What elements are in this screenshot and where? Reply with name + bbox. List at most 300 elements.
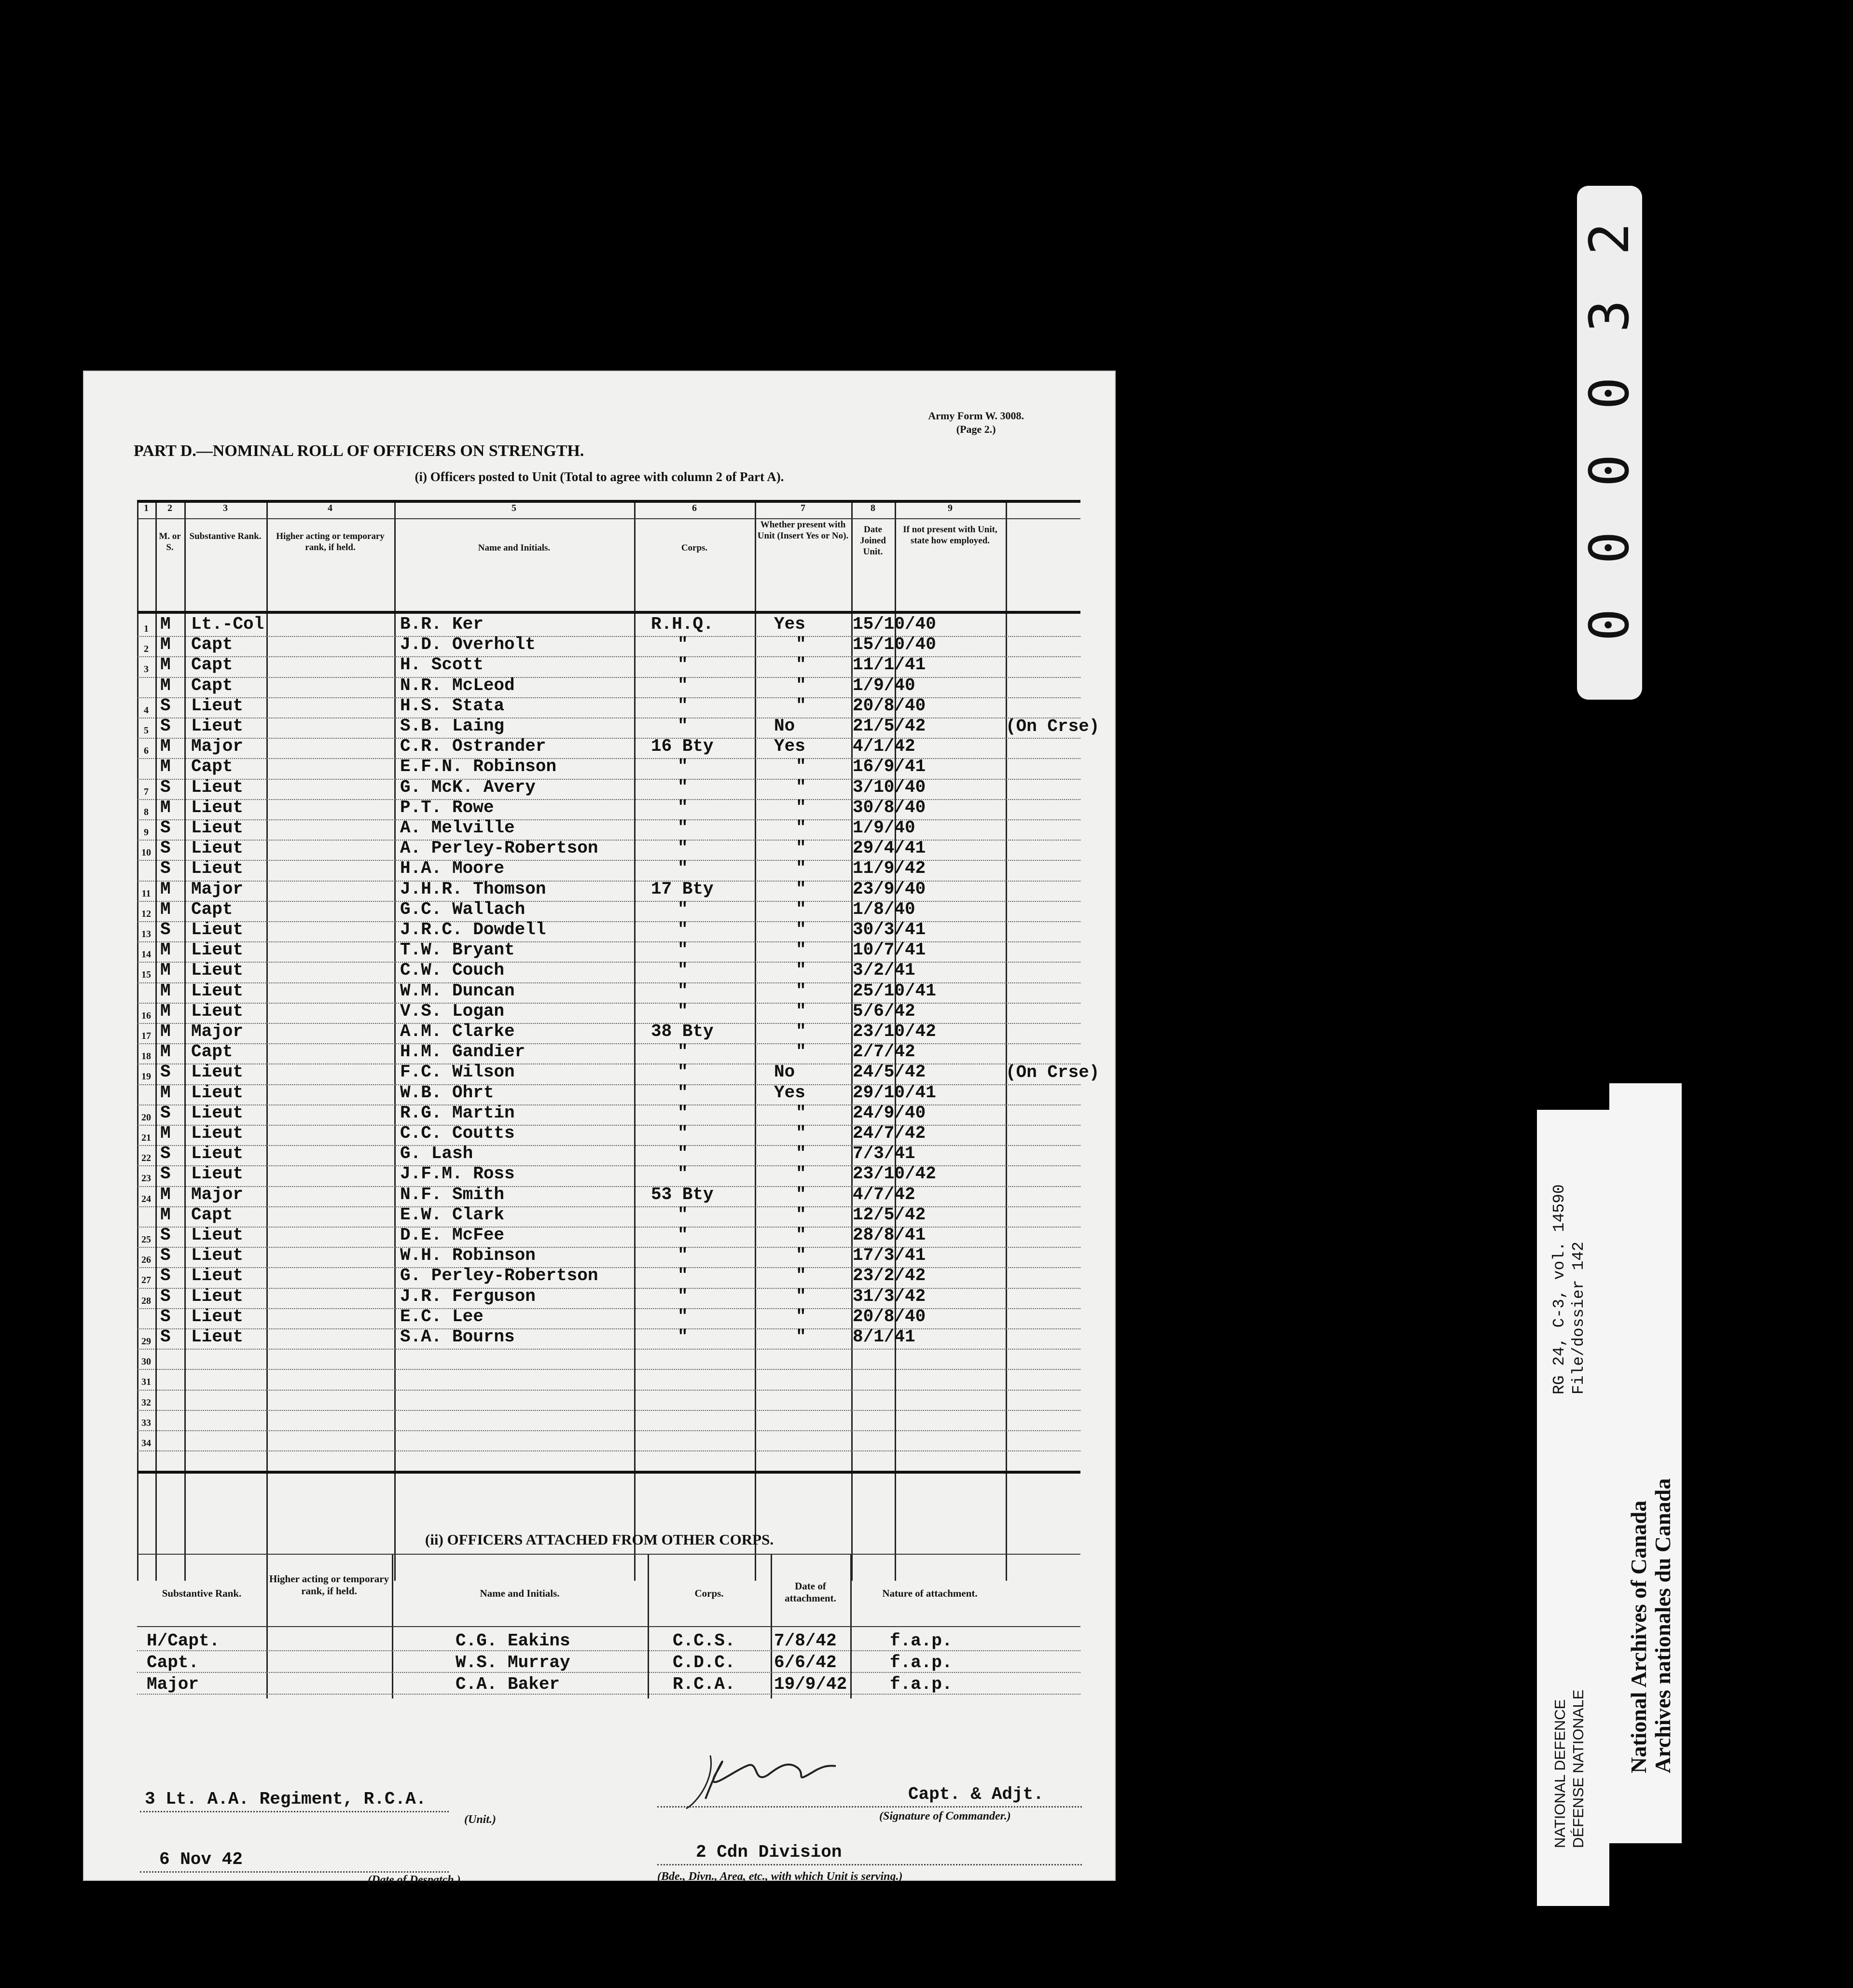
row-number: 6: [144, 746, 149, 757]
section-ii-title: (ii) OFFICERS ATTACHED FROM OTHER CORPS.: [425, 1531, 774, 1548]
name-cell: N.R. McLeod: [400, 675, 515, 695]
rank-cell: Lieut: [191, 960, 244, 980]
rank-cell: Major: [191, 1022, 244, 1041]
corps-cell: ": [678, 838, 688, 858]
rank-cell: Major: [191, 736, 244, 757]
name-cell: S.A. Bourns: [400, 1327, 515, 1347]
name-cell: N.F. Smith: [400, 1184, 505, 1204]
present-cell: Yes: [774, 1082, 805, 1103]
document-sheet: [83, 371, 1116, 1886]
corps-cell: ": [678, 777, 688, 797]
name-cell: C.G. Eakins: [456, 1631, 570, 1651]
name-cell: B.R. Ker: [400, 614, 484, 634]
row-number: 3: [144, 664, 149, 675]
row-rule: [137, 1308, 1080, 1309]
rank-cell: Major: [147, 1674, 199, 1694]
present-cell: ": [796, 960, 806, 980]
nature-cell: f.a.p.: [890, 1653, 953, 1672]
section-i-title: (i) Officers posted to Unit (Total to agree with column 2 of Part A).: [415, 469, 784, 484]
row-number: 4: [144, 704, 149, 716]
corps-cell: ": [678, 1123, 688, 1143]
date-joined-cell: 20/8/40: [853, 1306, 926, 1326]
rank-cell: Lieut: [191, 1001, 244, 1021]
rank-cell: Lieut: [191, 838, 244, 858]
rank-cell: Lieut: [191, 1266, 244, 1286]
present-cell: ": [796, 980, 806, 1001]
corps-cell: 53 Bty: [651, 1184, 714, 1204]
archives-name-fr: Archives nationales du Canada: [1650, 1478, 1675, 1773]
date-joined-cell: 23/9/40: [853, 879, 926, 899]
date-joined-cell: 21/5/42: [853, 716, 926, 736]
row-rule: [137, 819, 1080, 820]
rank-cell: H/Capt.: [147, 1631, 220, 1651]
row-number: 26: [141, 1255, 151, 1266]
corps-cell: ": [678, 1144, 688, 1164]
corps-cell: ": [678, 675, 688, 695]
name-cell: C.C. Coutts: [400, 1123, 515, 1143]
row-number: 21: [141, 1132, 151, 1143]
date-joined-cell: 16/9/41: [853, 757, 926, 777]
name-cell: W.S. Murray: [456, 1653, 570, 1672]
part-title: PART D.—NOMINAL ROLL OF OFFICERS ON STRENGTH.: [134, 442, 584, 460]
column-rule: [266, 500, 268, 1581]
corps-cell: ": [678, 716, 688, 736]
date-joined-cell: 4/1/42: [853, 736, 915, 757]
name-cell: G. McK. Avery: [400, 777, 536, 797]
row-rule: [137, 1023, 1080, 1024]
signature-caption: (Signature of Commander.): [879, 1810, 1011, 1822]
name-cell: S.B. Laing: [400, 716, 505, 736]
header-employed: If not present with Unit, state how employed.: [903, 525, 997, 546]
date-cell: 7/8/42: [774, 1631, 837, 1651]
frame-digit: 0: [1578, 377, 1641, 410]
column-number: 5: [512, 503, 516, 513]
name-cell: J.R.C. Dowdell: [400, 920, 546, 939]
present-cell: ": [796, 695, 806, 716]
ms-cell: M: [160, 980, 171, 1001]
present-cell: ": [796, 940, 806, 960]
rank-cell: Lieut: [191, 980, 244, 1001]
row-rule: [137, 1186, 1080, 1187]
ms-cell: M: [160, 614, 171, 634]
present-cell: ": [796, 1022, 806, 1041]
corps-cell: ": [678, 1327, 688, 1347]
ms-cell: S: [160, 1327, 171, 1347]
corps-cell: ": [678, 1062, 688, 1082]
ms-cell: S: [160, 695, 171, 716]
header-rank: Substantive Rank.: [162, 1588, 242, 1599]
corps-cell: ": [678, 1266, 688, 1286]
rank-cell: Capt: [191, 1204, 233, 1225]
date-joined-cell: 2/7/42: [853, 1042, 915, 1062]
row-number: 23: [141, 1173, 151, 1184]
corps-cell: ": [678, 655, 688, 675]
date-joined-cell: 1/9/40: [853, 818, 915, 838]
rank-cell: Lieut: [191, 1245, 244, 1266]
row-rule: [137, 1267, 1080, 1268]
rank-cell: Lieut: [191, 1103, 244, 1123]
signer-title: Capt. & Adjt.: [908, 1784, 1044, 1804]
corps-cell: ": [678, 1204, 688, 1225]
division-underline: [657, 1864, 1082, 1865]
name-cell: F.C. Wilson: [400, 1062, 515, 1082]
row-number: 18: [141, 1051, 151, 1062]
date-joined-cell: 24/9/40: [853, 1103, 926, 1123]
unit-underline: [140, 1811, 449, 1812]
row-number: 19: [141, 1071, 151, 1082]
row-rule: [137, 1206, 1080, 1207]
name-cell: H.S. Stata: [400, 695, 505, 716]
present-cell: ": [796, 1225, 806, 1245]
employment-note-cell: (On Crse): [1006, 1063, 1100, 1083]
row-number: 31: [141, 1377, 151, 1388]
row-number: 17: [141, 1031, 151, 1041]
present-cell: ": [796, 1327, 806, 1347]
corps-cell: R.H.Q.: [651, 614, 714, 634]
date-joined-cell: 15/10/40: [853, 635, 936, 655]
row-number: 28: [141, 1295, 151, 1306]
corps-cell: 17 Bty: [651, 879, 714, 899]
present-cell: ": [796, 757, 806, 777]
row-rule: [137, 1554, 1080, 1555]
nature-cell: f.a.p.: [890, 1674, 953, 1694]
division-value: 2 Cdn Division: [696, 1842, 842, 1862]
rank-cell: Lieut: [191, 940, 244, 960]
ms-cell: S: [160, 818, 171, 838]
present-cell: ": [796, 818, 806, 838]
page-label: (Page 2.): [956, 423, 996, 435]
rank-cell: Lieut: [191, 1164, 244, 1184]
date-joined-cell: 31/3/42: [853, 1286, 926, 1306]
ms-cell: S: [160, 858, 171, 879]
column-rule: [755, 500, 756, 1581]
name-cell: A.M. Clarke: [400, 1022, 515, 1041]
ms-cell: M: [160, 1184, 171, 1204]
present-cell: ": [796, 1001, 806, 1021]
date-joined-cell: 15/10/40: [853, 614, 936, 634]
reference-line-2: File/dossier 142: [1570, 1242, 1588, 1394]
date-joined-cell: 20/8/40: [853, 695, 926, 716]
date-joined-cell: 23/2/42: [853, 1266, 926, 1286]
row-rule: [137, 779, 1080, 780]
date-joined-cell: 24/5/42: [853, 1062, 926, 1082]
rank-cell: Major: [191, 879, 244, 899]
column-number: 7: [801, 503, 805, 513]
corps-cell: ": [678, 1286, 688, 1306]
despatch-underline: [140, 1871, 449, 1873]
row-number: 25: [141, 1234, 151, 1245]
name-cell: E.C. Lee: [400, 1306, 484, 1326]
unit-caption: (Unit.): [464, 1813, 496, 1826]
row-rule: [137, 1328, 1080, 1329]
date-joined-cell: 23/10/42: [853, 1164, 936, 1184]
row-rule: [137, 962, 1080, 963]
present-cell: ": [796, 838, 806, 858]
column-rule: [394, 500, 396, 1581]
row-rule: [137, 901, 1080, 902]
rank-cell: Lieut: [191, 920, 244, 939]
rank-cell: Lieut: [191, 1225, 244, 1245]
ms-cell: S: [160, 1245, 171, 1266]
corps-cell: ": [678, 899, 688, 919]
ms-cell: M: [160, 960, 171, 980]
row-rule: [137, 1626, 1080, 1627]
ms-cell: M: [160, 1123, 171, 1143]
corps-cell: C.D.C.: [673, 1653, 735, 1672]
rank-cell: Capt.: [147, 1653, 199, 1672]
row-rule: [137, 656, 1080, 657]
ms-cell: M: [160, 757, 171, 777]
header-name: Name and Initials.: [480, 1588, 560, 1599]
row-rule: [137, 1003, 1080, 1004]
row-number: 14: [141, 949, 151, 960]
row-rule: [137, 758, 1080, 759]
corps-cell: ": [678, 797, 688, 817]
corps-cell: ": [678, 695, 688, 716]
date-joined-cell: 29/10/41: [853, 1082, 936, 1103]
name-cell: H.M. Gandier: [400, 1042, 525, 1062]
table-bottom-rule: [137, 1471, 1080, 1474]
present-cell: ": [796, 1204, 806, 1225]
ms-cell: M: [160, 1042, 171, 1062]
row-number: 29: [141, 1336, 151, 1347]
name-cell: G. Lash: [400, 1144, 473, 1164]
name-cell: C.R. Ostrander: [400, 736, 546, 757]
row-rule: [137, 840, 1080, 841]
date-joined-cell: 10/7/41: [853, 940, 926, 960]
archive-reference-strip: [1537, 1110, 1609, 1906]
date-cell: 6/6/42: [774, 1653, 837, 1672]
name-cell: C.W. Couch: [400, 960, 505, 980]
row-number: 33: [141, 1417, 151, 1428]
row-rule: [137, 1390, 1080, 1391]
rank-cell: Capt: [191, 635, 233, 655]
ms-cell: S: [160, 838, 171, 858]
rank-cell: Capt: [191, 1042, 233, 1062]
row-rule: [137, 1247, 1080, 1248]
row-rule: [137, 518, 1080, 519]
frame-digit: 0: [1578, 608, 1641, 641]
rank-cell: Lieut: [191, 695, 244, 716]
row-rule: [137, 1145, 1080, 1146]
row-rule: [137, 1043, 1080, 1044]
corps-cell: ": [678, 757, 688, 777]
date-joined-cell: 24/7/42: [853, 1123, 926, 1143]
row-rule: [137, 1125, 1080, 1126]
row-number: 24: [141, 1193, 151, 1204]
header-rank: Substantive Rank.: [189, 531, 262, 541]
frame-digit: 0: [1578, 531, 1641, 564]
present-cell: ": [796, 858, 806, 879]
officers-posted-table: [137, 500, 1100, 1581]
date-joined-cell: 17/3/41: [853, 1245, 926, 1266]
rank-cell: Lieut: [191, 1327, 244, 1347]
corps-cell: ": [678, 1042, 688, 1062]
despatch-date-value: 6 Nov 42: [159, 1850, 243, 1869]
ms-cell: M: [160, 736, 171, 757]
rank-cell: Lt.-Col: [191, 614, 264, 634]
corps-cell: ": [678, 1225, 688, 1245]
header-corps: Corps.: [694, 1588, 724, 1599]
name-cell: W.M. Duncan: [400, 980, 515, 1001]
row-rule: [137, 982, 1080, 983]
present-cell: ": [796, 879, 806, 899]
ms-cell: S: [160, 777, 171, 797]
date-joined-cell: 12/5/42: [853, 1204, 926, 1225]
date-joined-cell: 11/9/42: [853, 858, 926, 879]
name-cell: E.W. Clark: [400, 1204, 505, 1225]
row-number: 7: [144, 786, 149, 797]
row-rule: [137, 1063, 1080, 1064]
row-rule: [137, 1227, 1080, 1228]
present-cell: ": [796, 655, 806, 675]
rank-cell: Lieut: [191, 716, 244, 736]
header-acting: Higher acting or temporary rank, if held.: [269, 1573, 389, 1597]
corps-cell: ": [678, 960, 688, 980]
column-rule: [184, 500, 186, 1581]
present-cell: ": [796, 675, 806, 695]
date-joined-cell: 30/3/41: [853, 920, 926, 939]
row-number: 20: [141, 1112, 151, 1123]
present-cell: ": [796, 1103, 806, 1123]
corps-cell: ": [678, 1306, 688, 1326]
date-joined-cell: 11/1/41: [853, 655, 926, 675]
header-name: Name and Initials.: [478, 543, 551, 553]
ms-cell: M: [160, 1001, 171, 1021]
archives-name-en: National Archives of Canada: [1626, 1500, 1651, 1773]
column-number: 3: [223, 503, 228, 513]
date-joined-cell: 7/3/41: [853, 1144, 915, 1164]
ms-cell: M: [160, 899, 171, 919]
column-number: 1: [144, 503, 149, 513]
row-rule: [137, 1410, 1080, 1411]
row-number: 15: [141, 969, 151, 980]
row-number: 22: [141, 1153, 151, 1164]
rank-cell: Capt: [191, 655, 233, 675]
corps-cell: ": [678, 980, 688, 1001]
archive-name-strip: [1609, 1083, 1682, 1843]
present-cell: Yes: [774, 614, 805, 634]
date-joined-cell: 3/2/41: [853, 960, 915, 980]
rank-cell: Lieut: [191, 1082, 244, 1103]
row-rule: [137, 1349, 1080, 1350]
header-acting: Higher acting or temporary rank, if held.: [276, 531, 385, 552]
ms-cell: M: [160, 1082, 171, 1103]
frame-digit: 0: [1578, 454, 1641, 487]
name-cell: H. Scott: [400, 655, 484, 675]
ms-cell: M: [160, 675, 171, 695]
column-number: 4: [328, 503, 332, 513]
row-rule: [137, 1084, 1080, 1085]
rank-cell: Capt: [191, 757, 233, 777]
name-cell: V.S. Logan: [400, 1001, 505, 1021]
row-rule: [137, 636, 1080, 637]
ms-cell: S: [160, 1286, 171, 1306]
row-number: 30: [141, 1356, 151, 1367]
column-number: 6: [692, 503, 697, 513]
row-rule: [137, 1450, 1080, 1451]
column-rule: [1006, 500, 1007, 1581]
header-date: Date of attachment.: [785, 1580, 836, 1604]
corps-cell: C.C.S.: [673, 1631, 735, 1651]
row-number: 8: [144, 806, 149, 817]
date-joined-cell: 29/4/41: [853, 838, 926, 858]
corps-cell: ": [678, 818, 688, 838]
name-cell: G. Perley-Robertson: [400, 1266, 598, 1286]
rank-cell: Lieut: [191, 797, 244, 817]
name-cell: P.T. Rowe: [400, 797, 494, 817]
name-cell: W.B. Ohrt: [400, 1082, 494, 1103]
rank-cell: Capt: [191, 675, 233, 695]
name-cell: A. Melville: [400, 818, 515, 838]
row-rule: [137, 881, 1080, 882]
column-number: 8: [871, 503, 875, 513]
rank-cell: Lieut: [191, 777, 244, 797]
ms-cell: M: [160, 1022, 171, 1041]
officers-attached-table: [137, 1554, 1080, 1698]
row-number: 12: [141, 908, 151, 919]
division-caption: (Bde., Divn., Area, etc., with which Unit is serving.): [657, 1870, 903, 1883]
frame-digit: 3: [1578, 300, 1641, 332]
name-cell: J.H.R. Thomson: [400, 879, 546, 899]
unit-value: 3 Lt. A.A. Regiment, R.C.A.: [145, 1789, 427, 1809]
row-rule: [137, 1430, 1080, 1431]
row-rule: [137, 677, 1080, 678]
date-joined-cell: 3/10/40: [853, 777, 926, 797]
date-joined-cell: 8/1/41: [853, 1327, 915, 1347]
ms-cell: M: [160, 797, 171, 817]
name-cell: T.W. Bryant: [400, 940, 515, 960]
rank-cell: Lieut: [191, 1286, 244, 1306]
row-rule: [137, 860, 1080, 861]
army-form-label: Army Form W. 3008.: [928, 410, 1024, 422]
date-joined-cell: 1/8/40: [853, 899, 915, 919]
present-cell: ": [796, 899, 806, 919]
date-joined-cell: 28/8/41: [853, 1225, 926, 1245]
ms-cell: S: [160, 1164, 171, 1184]
present-cell: ": [796, 1123, 806, 1143]
name-cell: H.A. Moore: [400, 858, 505, 879]
column-rule: [155, 500, 157, 1581]
department-fr: DÉFENSE NATIONALE: [1570, 1689, 1587, 1848]
ms-cell: M: [160, 1204, 171, 1225]
present-cell: ": [796, 1306, 806, 1326]
date-cell: 19/9/42: [774, 1674, 847, 1694]
present-cell: No: [774, 1062, 795, 1082]
row-number: 2: [144, 644, 149, 655]
present-cell: ": [796, 1164, 806, 1184]
form-number: [928, 409, 1024, 436]
row-rule: [137, 799, 1080, 800]
ms-cell: M: [160, 655, 171, 675]
rank-cell: Lieut: [191, 1306, 244, 1326]
name-cell: J.R. Ferguson: [400, 1286, 536, 1306]
name-cell: J.D. Overholt: [400, 635, 536, 655]
corps-cell: ": [678, 1103, 688, 1123]
present-cell: ": [796, 777, 806, 797]
date-joined-cell: 23/10/42: [853, 1022, 936, 1041]
ms-cell: S: [160, 1225, 171, 1245]
header-present: Whether present with Unit (Insert Yes or No).: [757, 520, 849, 541]
column-rule: [634, 500, 636, 1581]
corps-cell: ": [678, 940, 688, 960]
row-rule: [137, 941, 1080, 942]
present-cell: ": [796, 1184, 806, 1204]
present-cell: Yes: [774, 736, 805, 757]
present-cell: ": [796, 1266, 806, 1286]
row-rule: [137, 1104, 1080, 1105]
corps-cell: ": [678, 858, 688, 879]
